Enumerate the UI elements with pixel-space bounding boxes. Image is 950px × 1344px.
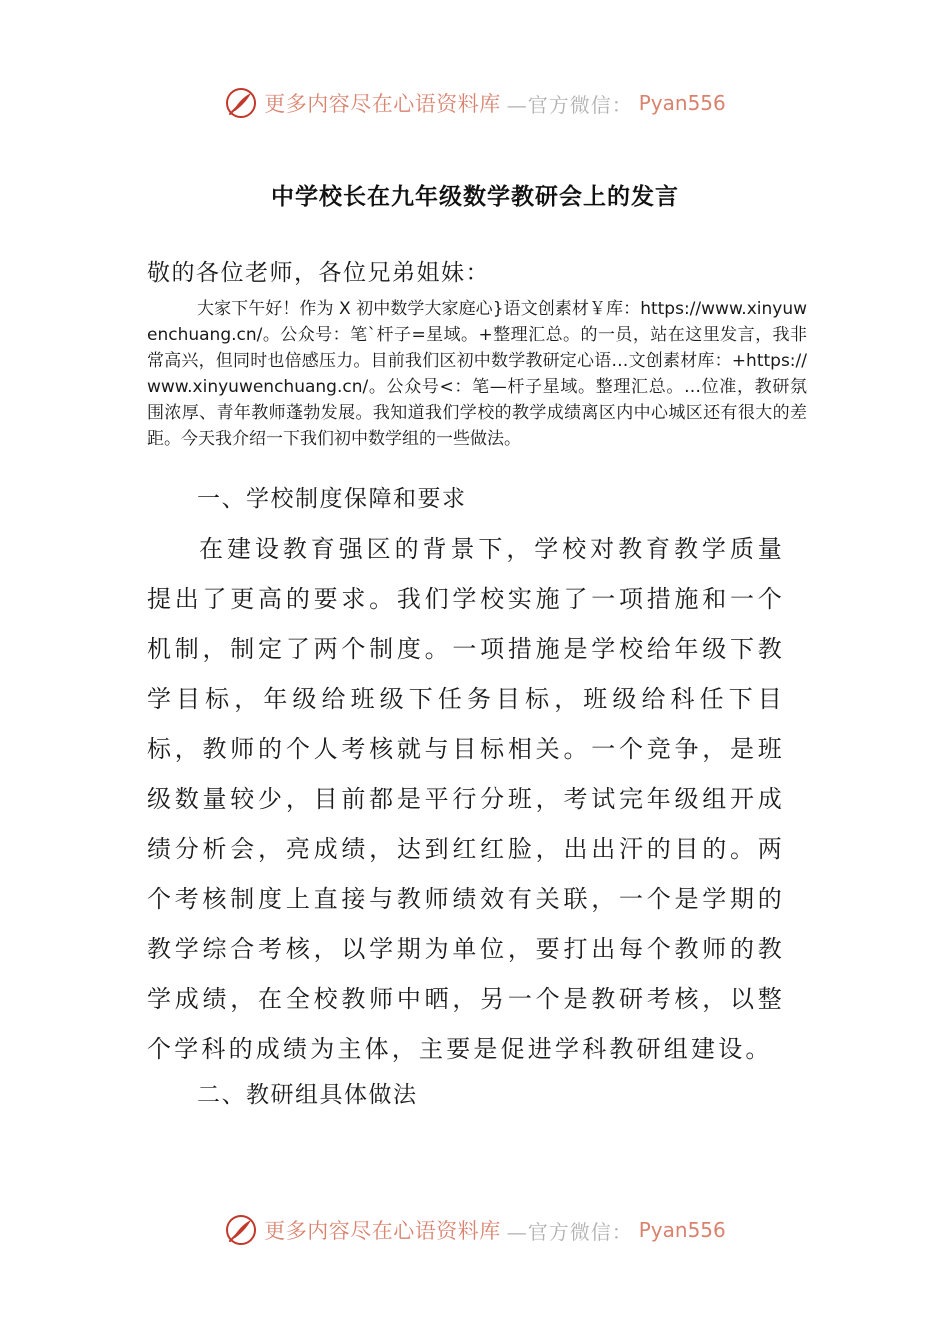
intro-paragraph: 大家下午好！作为 X 初中数学大家庭心}语文创素材￥库：https://www.xinyuwenchuang.cn/。公众号：笔`杆子=星域。+整理汇总。的一员，站在这里发言，我非常高兴，但同时也倍感压力。目前我们区初中数学教研定心语…文创素材库：+https://www.xinyuwenchuang.cn/。公众号<：笔—杆子星域。整理汇总。…位准，教研氛围浓厚、青年教师蓬勃发展。我知道我们学校的教学成绩离区内中心城区还有很大的差距。今天我介绍一下我们初中数学组的一些做法。: [147, 299, 807, 449]
quill-logo-icon: [224, 1213, 258, 1247]
page-title: 中学校长在九年级数学教研会上的发言: [271, 184, 679, 210]
quill-logo-icon: [224, 86, 258, 120]
banner-slogan: 更多内容尽在心语资料库: [264, 1219, 501, 1243]
greeting: 敬的各位老师，各位兄弟姐妹：: [147, 260, 490, 286]
banner-official-label: —官方微信：: [506, 92, 633, 117]
banner-wechat-id: Pyan556: [638, 91, 726, 115]
body-paragraph-1: 在建设教育强区的背景下，学校对教育教学质量提出了更高的要求。我们学校实施了一项措施和一个机制，制定了两个制度。一项措施是学校给年级下教学目标，年级给班级下任务目标，班级给科任下目标，教师的个人考核就与目标相关。一个竞争，是班级数量较少，目前都是平行分班，考试完年级组开成绩分析会，亮成绩，达到红红脸，出出汗的目的。两个考核制度上直接与教师绩效有关联，一个是学期的教学综合考核，以学期为单位，要打出每个教师的教学成绩，在全校教师中晒，另一个是教研考核，以整个学科的成绩为主体，主要是促进学科教研组建设。: [147, 535, 785, 1063]
section-heading-1: 一、学校制度保障和要求: [197, 486, 467, 512]
banner-slogan: 更多内容尽在心语资料库: [264, 92, 501, 116]
banner-wechat-id: Pyan556: [638, 1218, 726, 1242]
header-banner: [0, 81, 950, 125]
section-heading-2: 二、教研组具体做法: [197, 1082, 418, 1108]
banner-official-label: —官方微信：: [506, 1219, 633, 1244]
footer-banner: [0, 1208, 950, 1252]
